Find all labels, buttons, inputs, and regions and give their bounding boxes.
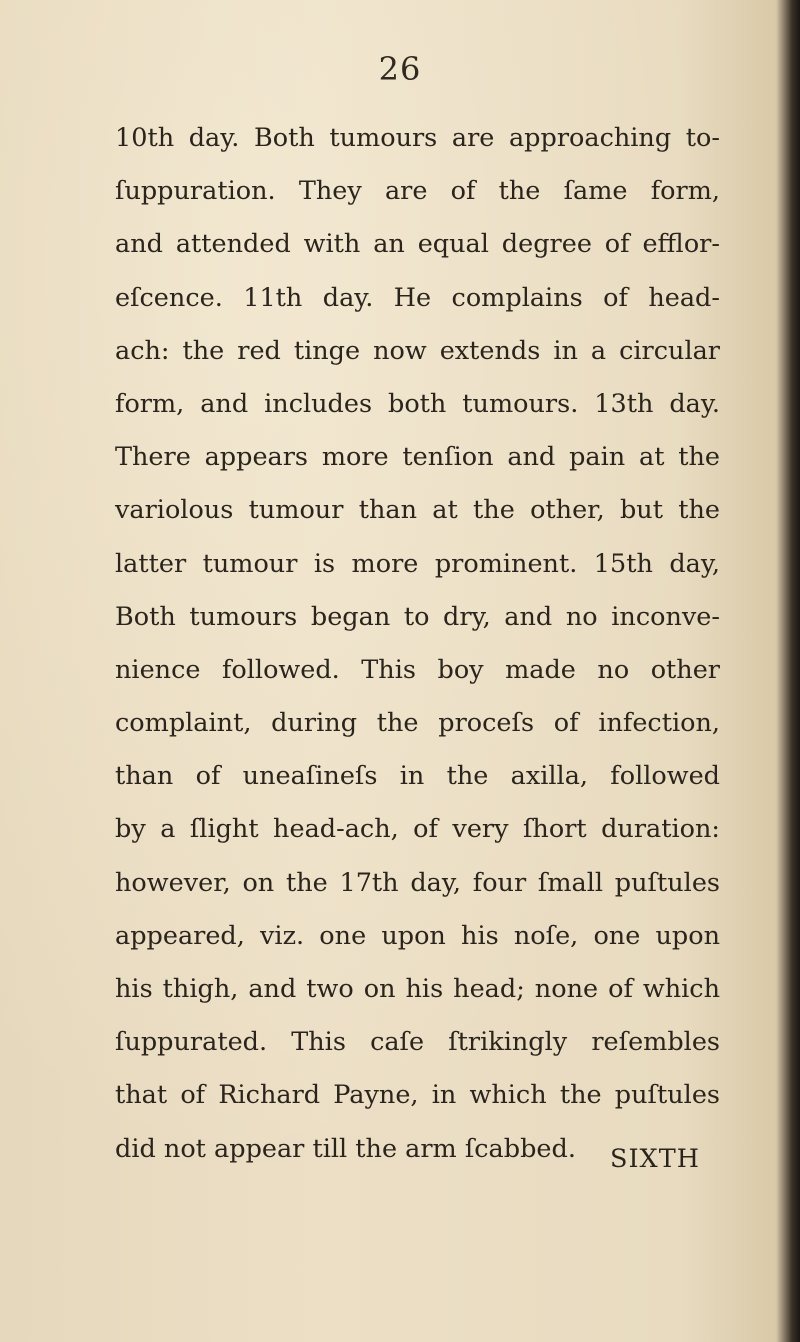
text-line: Both tumours began to dry, and no inconve- bbox=[115, 601, 720, 632]
page-number: 26 bbox=[378, 50, 422, 88]
text-line: There appears more tenſion and pain at the bbox=[115, 442, 720, 473]
body-text bbox=[115, 112, 720, 1176]
text-line: his thigh, and two on his head; none of which bbox=[115, 974, 720, 1004]
text-line: nience followed. This boy made no other bbox=[115, 654, 720, 685]
text-line: however, on the 17th day, four ſmall puſtules bbox=[115, 867, 720, 898]
text-line: appeared, viz. one upon his noſe, one upon bbox=[115, 920, 720, 951]
catchword: SIXTH bbox=[610, 1144, 700, 1174]
text-line: eſcence. 11th day. He complains of head- bbox=[115, 282, 720, 313]
text-line: that of Richard Payne, in which the puſtules bbox=[115, 1080, 720, 1111]
text-line: latter tumour is more prominent. 15th day, bbox=[115, 548, 720, 579]
text-line: did not appear till the arm ſcabbed. bbox=[115, 1133, 576, 1164]
text-line: variolous tumour than at the other, but the bbox=[115, 495, 720, 526]
text-line: by a ſlight head-ach, of very ſhort duration: bbox=[115, 814, 720, 845]
text-line: 10th day. Both tumours are approaching to- bbox=[115, 123, 720, 153]
text-line: form, and includes both tumours. 13th day. bbox=[115, 388, 720, 419]
text-line: ſuppurated. This caſe ſtrikingly reſembles bbox=[115, 1027, 720, 1058]
text-line: ach: the red tinge now extends in a circular bbox=[115, 335, 720, 366]
text-line: than of uneaſineſs in the axilla, followed bbox=[115, 761, 720, 792]
text-line: and attended with an equal degree of efflor- bbox=[115, 229, 720, 260]
text-line: ſuppuration. They are of the ſame form, bbox=[115, 176, 720, 207]
text-line: complaint, during the proceſs of infection, bbox=[115, 708, 720, 739]
